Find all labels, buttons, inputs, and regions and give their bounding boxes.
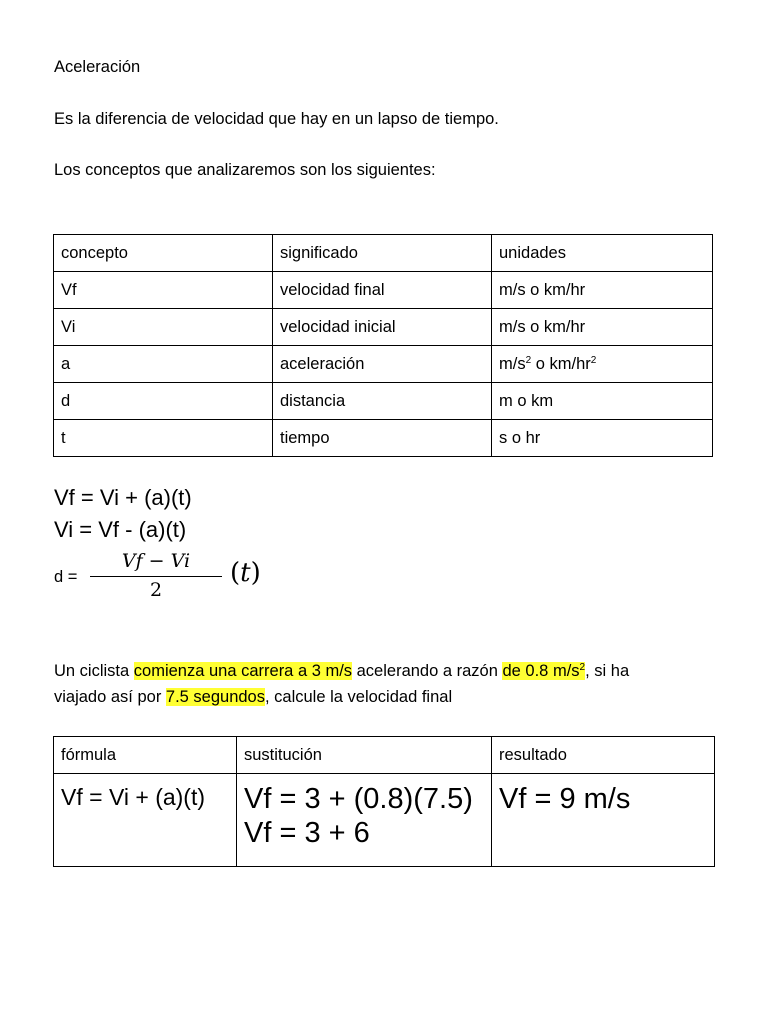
problem-text: viajado así por [54, 688, 166, 706]
superscript: 2 [579, 662, 586, 673]
definition-text: Es la diferencia de velocidad que hay en un lapso de tiempo. [54, 110, 499, 128]
units-cell: m/s o km/hr [492, 272, 713, 309]
page-title: Aceleración [54, 58, 141, 76]
units-cell: m o km [492, 383, 713, 420]
result-cell: Vf = 9 m/s [492, 774, 715, 867]
header-result: resultado [492, 737, 715, 774]
meaning-cell: velocidad final [273, 272, 492, 309]
units-part: o km/hr [531, 355, 591, 373]
meaning-cell: tiempo [273, 420, 492, 457]
problem-line-1 [54, 661, 629, 681]
paren-open: ( [230, 558, 241, 588]
solution-table [53, 736, 715, 867]
formula-cell: Vf = Vi + (a)(t) [54, 774, 237, 867]
problem-text: acelerando a razón [352, 662, 503, 680]
problem-text: Un ciclista [54, 662, 134, 680]
table-row [54, 309, 713, 346]
fraction-numerator: Vf − Vi [121, 550, 191, 572]
concept-cell: a [54, 346, 273, 383]
table-row [54, 383, 713, 420]
meaning-cell: aceleración [273, 346, 492, 383]
table-row [54, 346, 713, 383]
time-variable: t [240, 558, 251, 588]
formula-vf: Vf = Vi + (a)(t) [54, 485, 192, 510]
table-row [54, 774, 715, 867]
units-cell [492, 346, 713, 383]
concepts-table [53, 234, 713, 457]
problem-text: , calcule la velocidad final [265, 688, 453, 706]
header-concepto: concepto [54, 235, 273, 272]
highlight-initial-speed: comienza una carrera a 3 m/s [133, 662, 353, 680]
time-factor [230, 558, 261, 588]
units-part: m/s [499, 355, 526, 373]
header-unidades: unidades [492, 235, 713, 272]
header-significado: significado [273, 235, 492, 272]
header-substitution: sustitución [237, 737, 492, 774]
meaning-cell: distancia [273, 383, 492, 420]
highlight-text: de 0.8 m/s [502, 662, 580, 680]
formula-d-label: d = [54, 568, 78, 586]
substitution-line-2: Vf = 3 + 6 [244, 817, 370, 849]
fraction-bar [90, 576, 222, 577]
table-row [54, 272, 713, 309]
problem-text: , si ha [585, 662, 630, 680]
superscript: 2 [525, 355, 532, 366]
substitution-line-1: Vf = 3 + (0.8)(7.5) [244, 783, 473, 815]
superscript: 2 [590, 355, 597, 366]
table-header-row [54, 235, 713, 272]
meaning-cell: velocidad inicial [273, 309, 492, 346]
concept-cell: Vf [54, 272, 273, 309]
highlight-time: 7.5 segundos [165, 688, 265, 706]
units-cell: m/s o km/hr [492, 309, 713, 346]
concept-cell: d [54, 383, 273, 420]
problem-line-2 [54, 687, 452, 707]
fraction-denominator: 2 [149, 579, 163, 601]
concept-cell: Vi [54, 309, 273, 346]
concept-cell: t [54, 420, 273, 457]
header-formula: fórmula [54, 737, 237, 774]
units-cell: s o hr [492, 420, 713, 457]
table-row [54, 420, 713, 457]
formula-vi: Vi = Vf - (a)(t) [54, 517, 187, 542]
substitution-cell [237, 774, 492, 867]
paren-close: ) [250, 558, 261, 588]
table-header-row [54, 737, 715, 774]
highlight-acceleration [502, 662, 585, 680]
intro-text: Los conceptos que analizaremos son los siguientes: [54, 161, 436, 179]
